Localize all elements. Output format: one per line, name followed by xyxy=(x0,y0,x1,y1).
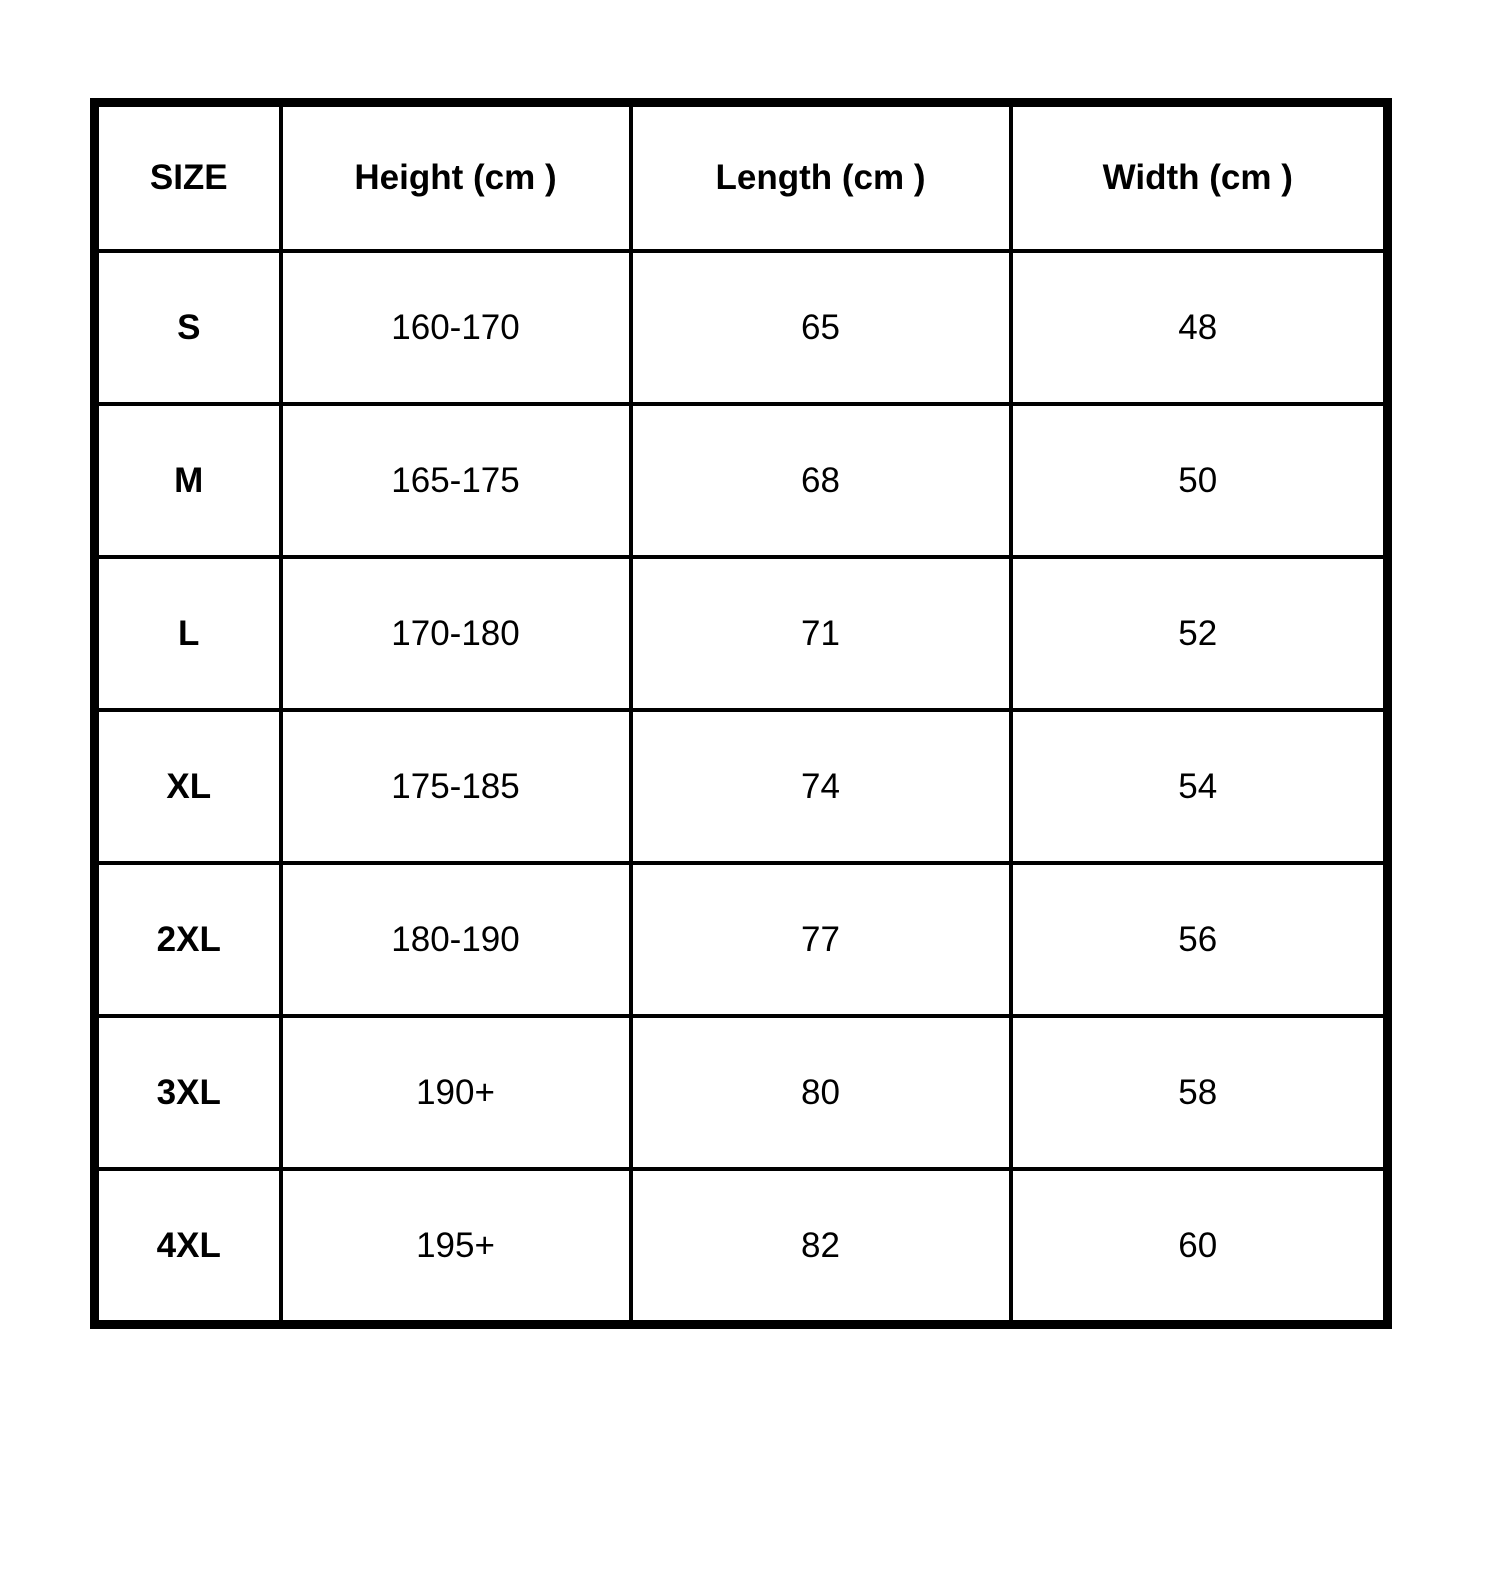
size-cell: XL xyxy=(95,710,281,863)
width-cell: 52 xyxy=(1011,557,1388,710)
header-length: Length (cm ) xyxy=(631,103,1011,252)
size-cell: L xyxy=(95,557,281,710)
size-cell: 4XL xyxy=(95,1169,281,1325)
header-width: Width (cm ) xyxy=(1011,103,1388,252)
height-cell: 180-190 xyxy=(281,863,631,1016)
header-height: Height (cm ) xyxy=(281,103,631,252)
size-cell: 2XL xyxy=(95,863,281,1016)
length-cell: 77 xyxy=(631,863,1011,1016)
length-cell: 65 xyxy=(631,251,1011,404)
table-row xyxy=(95,251,1388,404)
length-cell: 71 xyxy=(631,557,1011,710)
width-cell: 56 xyxy=(1011,863,1388,1016)
height-cell: 190+ xyxy=(281,1016,631,1169)
width-cell: 58 xyxy=(1011,1016,1388,1169)
size-cell: M xyxy=(95,404,281,557)
width-cell: 54 xyxy=(1011,710,1388,863)
width-cell: 48 xyxy=(1011,251,1388,404)
height-cell: 165-175 xyxy=(281,404,631,557)
size-cell: 3XL xyxy=(95,1016,281,1169)
table-row xyxy=(95,1169,1388,1325)
length-cell: 68 xyxy=(631,404,1011,557)
width-cell: 60 xyxy=(1011,1169,1388,1325)
height-cell: 160-170 xyxy=(281,251,631,404)
table-row xyxy=(95,1016,1388,1169)
size-chart-table xyxy=(90,98,1392,1329)
height-cell: 170-180 xyxy=(281,557,631,710)
length-cell: 80 xyxy=(631,1016,1011,1169)
table-row xyxy=(95,404,1388,557)
height-cell: 195+ xyxy=(281,1169,631,1325)
header-row xyxy=(95,103,1388,252)
header-size: SIZE xyxy=(95,103,281,252)
size-cell: S xyxy=(95,251,281,404)
table-row xyxy=(95,710,1388,863)
height-cell: 175-185 xyxy=(281,710,631,863)
length-cell: 82 xyxy=(631,1169,1011,1325)
table-row xyxy=(95,863,1388,1016)
length-cell: 74 xyxy=(631,710,1011,863)
table-row xyxy=(95,557,1388,710)
width-cell: 50 xyxy=(1011,404,1388,557)
